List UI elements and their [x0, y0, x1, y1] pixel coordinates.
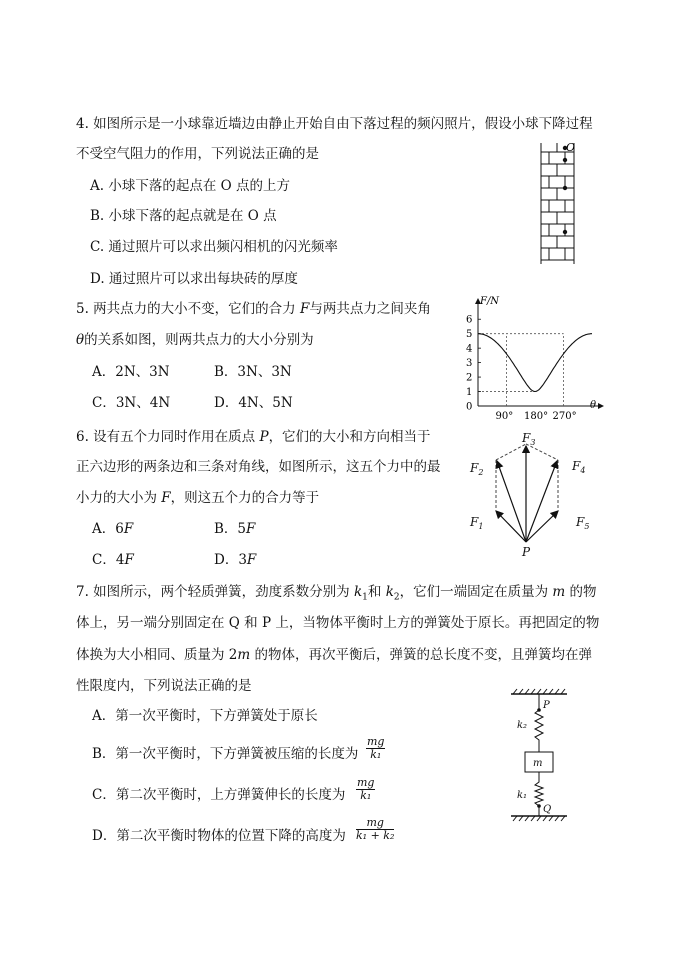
- ball-position-2: [563, 158, 567, 162]
- y-axis-label: F/N: [480, 296, 500, 307]
- y-tick-label: 3: [466, 358, 473, 370]
- label-p: P: [522, 545, 531, 559]
- q6-stem-line1: 6. 设有五个力同时作用在质点 P，它们的大小和方向相当于: [76, 429, 431, 445]
- q6-stem-line3: 小力的大小为 F，则这五个力的合力等于: [76, 490, 320, 506]
- q5-stem-line2: θ的关系如图，则两共点力的大小分别为: [76, 332, 314, 348]
- q5-option-d: D．4N、5N: [214, 395, 293, 411]
- force-f5-arrow: [526, 511, 558, 542]
- y-tick-label: 5: [466, 329, 473, 341]
- force-f1-arrow: [496, 511, 526, 542]
- label-f1: $F_1$: [470, 515, 484, 531]
- q7-option-b-fraction: $\frac{mg}{\text{k₁}}$: [367, 735, 385, 761]
- y-tick-label: 4: [466, 343, 473, 355]
- y-tick-label: 2: [466, 372, 473, 384]
- label-q: Q: [543, 804, 552, 815]
- q7-option-b: B．第一次平衡时，下方弹簧被压缩的长度为: [92, 746, 359, 762]
- q4-option-a: A. 小球下落的起点在 O 点的上方: [90, 178, 290, 194]
- label-f2: $F_2$: [470, 461, 484, 477]
- force-curve: [478, 334, 592, 392]
- q5-option-c: C．3N、4N: [92, 395, 171, 411]
- point-p: [537, 708, 541, 712]
- q7-stem-line3: 体换为大小相同、质量为 2m 的物体，再次平衡后，弹簧的总长度不变，且弹簧均在弹: [76, 647, 592, 663]
- q7-stem-line4: 性限度内，下列说法正确的是: [76, 678, 252, 694]
- label-m: m: [533, 758, 543, 769]
- y-tick-label: 1: [466, 387, 473, 399]
- q7-option-a: A．第一次平衡时，下方弹簧处于原长: [92, 708, 318, 724]
- q4-stem-line1: 4. 如图所示是一小球靠近墙边由静止开始自由下落过程的频闪照片，假设小球下降过程: [76, 116, 593, 132]
- q6-option-d: D．3F: [214, 552, 257, 568]
- x-tick-label: 180°: [524, 411, 549, 422]
- q7-option-c-fraction: $\frac{mg}{\text{k₁}}$: [357, 776, 375, 802]
- q7-stem-line2: 体上，另一端分别固定在 Q 和 P 上，当物体平衡时上方的弹簧处于原长。再把固定的物: [76, 615, 600, 631]
- q7-stem-line1: 7. 如图所示，两个轻质弹簧，劲度系数分别为 $k_1$和 $k_2$，它们一端固定在质量为 m 的物: [76, 584, 597, 603]
- label-p: P: [543, 700, 550, 711]
- q6-option-a: A．6F: [92, 521, 134, 537]
- force-f2-arrow: [497, 461, 526, 542]
- top-hatching: [513, 689, 565, 694]
- q5-option-b: B．3N、3N: [214, 364, 292, 380]
- ball-position-3: [563, 186, 567, 190]
- hex-side-dashed: [496, 444, 526, 460]
- q7-option-c: C．第二次平衡时，上方弹簧伸长的长度为: [92, 787, 346, 803]
- point-q: [537, 804, 541, 808]
- ball-position-4: [563, 230, 567, 234]
- q4-option-b: B. 小球下落的起点就是在 O 点: [90, 208, 277, 224]
- x-tick-label: 90°: [495, 411, 514, 422]
- label-k1: k₁: [517, 790, 528, 801]
- label-f4: $F_4$: [572, 459, 586, 475]
- q7-spring-figure: [505, 688, 575, 828]
- x-tick-label: 270°: [552, 411, 577, 422]
- q7-option-d-fraction: $\frac{mg}{\text{k₁ + k₂}}$: [356, 816, 395, 842]
- q6-option-b: B．5F: [214, 521, 256, 537]
- label-o: O: [566, 141, 576, 154]
- q5-stem-line1: 5. 两共点力的大小不变，它们的合力 F与两共点力之间夹角: [76, 301, 431, 317]
- x-axis-arrow: [598, 403, 604, 409]
- label-k2: k₂: [517, 720, 528, 731]
- q5-force-angle-chart: [458, 296, 608, 422]
- bottom-hatching: [513, 816, 565, 821]
- q7-option-d: D．第二次平衡时物体的位置下降的高度为: [92, 828, 346, 844]
- y-tick-label: 6: [466, 314, 473, 326]
- q5-option-a: A．2N、3N: [92, 364, 170, 380]
- q6-option-c: C．4F: [92, 552, 134, 568]
- y-tick-label: 0: [466, 401, 473, 413]
- q4-stem-line2: 不受空气阻力的作用，下列说法正确的是: [76, 146, 319, 162]
- q6-stem-line2: 正六边形的两条边和三条对角线，如图所示，这五个力中的最: [76, 459, 441, 475]
- force-f4-arrow: [526, 461, 557, 542]
- label-f5: $F_5$: [576, 515, 590, 531]
- q4-option-c: C. 通过照片可以求出频闪相机的闪光频率: [90, 239, 338, 255]
- q6-hexagon-force-figure: [462, 430, 592, 560]
- upper-spring: [535, 694, 543, 752]
- q4-brick-wall-figure: [536, 140, 586, 268]
- x-axis-label: θ: [590, 400, 597, 411]
- q4-option-d: D. 通过照片可以求出每块砖的厚度: [90, 271, 298, 287]
- lower-spring: [535, 772, 543, 816]
- label-f3: $F_3$: [522, 431, 536, 447]
